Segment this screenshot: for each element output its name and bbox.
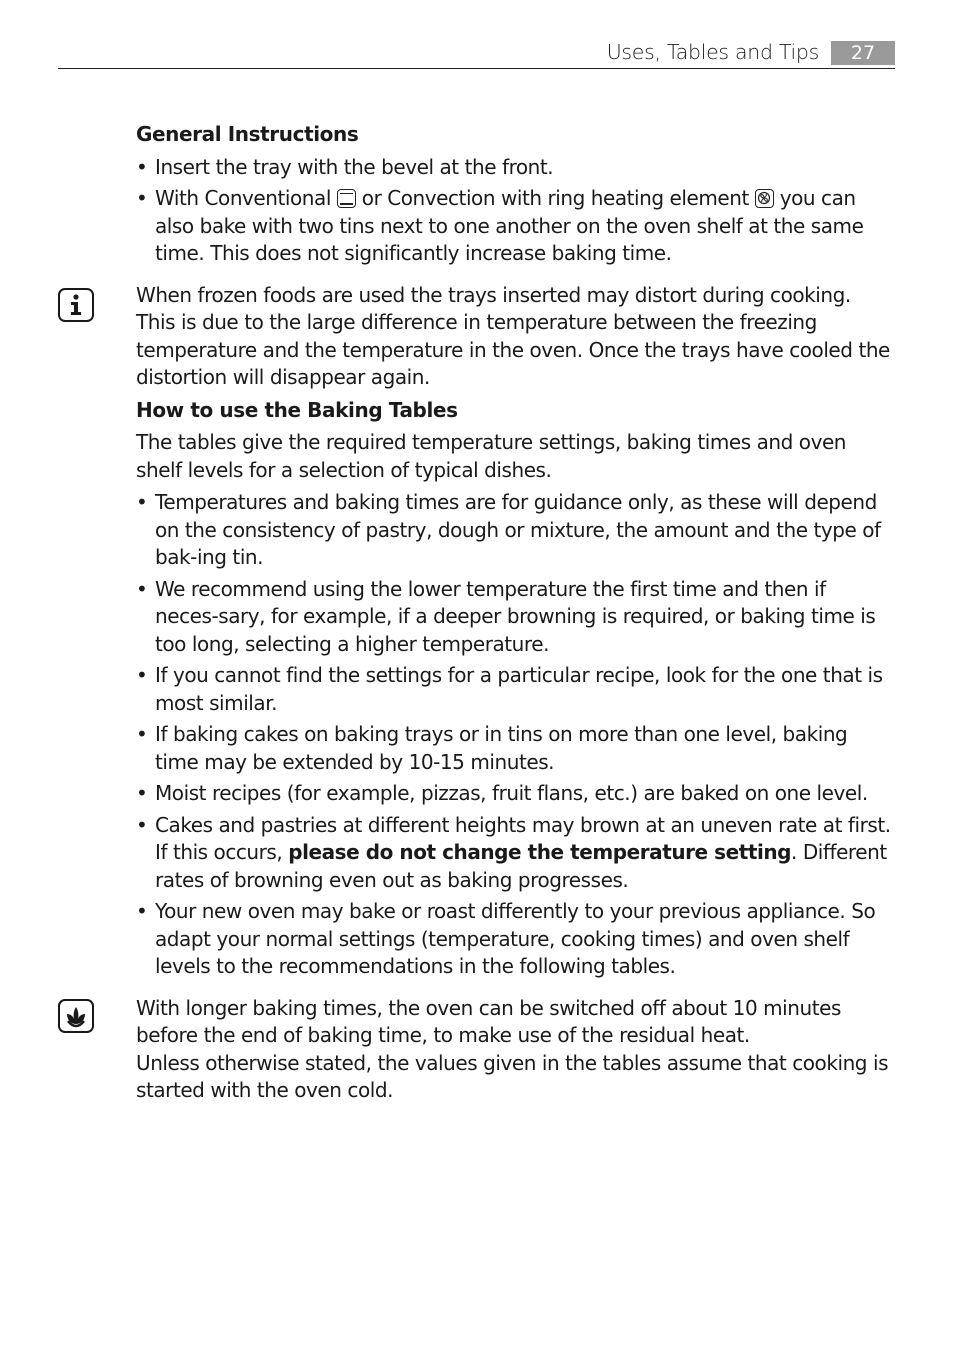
list-item: • We recommend using the lower temperature the first time and then if neces-sary, for example, if a deeper browning is required, or baking time is too long, selecting a higher temperature. [136, 576, 894, 659]
section-title: Uses, Tables and Tips [606, 40, 819, 64]
page-content [136, 121, 894, 1110]
list-item: • Insert the tray with the bevel at the front. [136, 154, 894, 182]
convection-ring-heating-icon [755, 189, 774, 208]
residual-heat-tip: With longer baking times, the oven can be switched off about 10 minutes before the end of baking time, to make use of the residual heat. [136, 995, 841, 1047]
list-item: • With Conventional or Convection with ring heating element you can also bake with two tins next to one another on the oven shelf at the same time. This does not significantly increase baking time. [136, 185, 894, 268]
list-item: • Cakes and pastries at different heights may brown at an uneven rate at first. If this occurs, please do not change the temperature setting. Different rates of browning even out as baking progresses. [136, 812, 894, 895]
general-instructions-heading: General Instructions [136, 122, 359, 146]
list-item: • If baking cakes on baking trays or in tins on more than one level, baking time may be extended by 10-15 minutes. [136, 721, 894, 776]
info-icon [58, 288, 94, 322]
conventional-heating-icon [337, 189, 356, 208]
page-header [58, 38, 895, 69]
environment-tip-icon [58, 999, 94, 1033]
baking-tables-intro: The tables give the required temperature settings, baking times and oven shelf levels for a selection of typical dishes. [136, 430, 847, 482]
list-item: • Your new oven may bake or roast differently to your previous appliance. So adapt your normal settings (temperature, cooking times) and oven shelf levels to the recommendations in the following tables. [136, 898, 894, 981]
frozen-food-note: When frozen foods are used the trays inserted may distort during cooking. This is due to the large difference in temperature between the freezing temperature and the temperature in the oven. Once the trays have cooled the distortion will disappear again. [136, 282, 890, 389]
oven-cold-note: Unless otherwise stated, the values given in the tables assume that cooking is started with the oven cold. [136, 1050, 889, 1102]
bold-warning: please do not change the temperature setting [288, 840, 792, 864]
baking-tables-heading: How to use the Baking Tables [136, 397, 458, 422]
list-item: • Moist recipes (for example, pizzas, fruit flans, etc.) are baked on one level. [136, 780, 894, 808]
page-number: 27 [831, 41, 895, 65]
list-item: • Temperatures and baking times are for guidance only, as these will depend on the consistency of pastry, dough or mixture, the amount and the type of bak-ing tin. [136, 489, 894, 572]
list-item: • If you cannot find the settings for a particular recipe, look for the one that is most similar. [136, 662, 894, 717]
